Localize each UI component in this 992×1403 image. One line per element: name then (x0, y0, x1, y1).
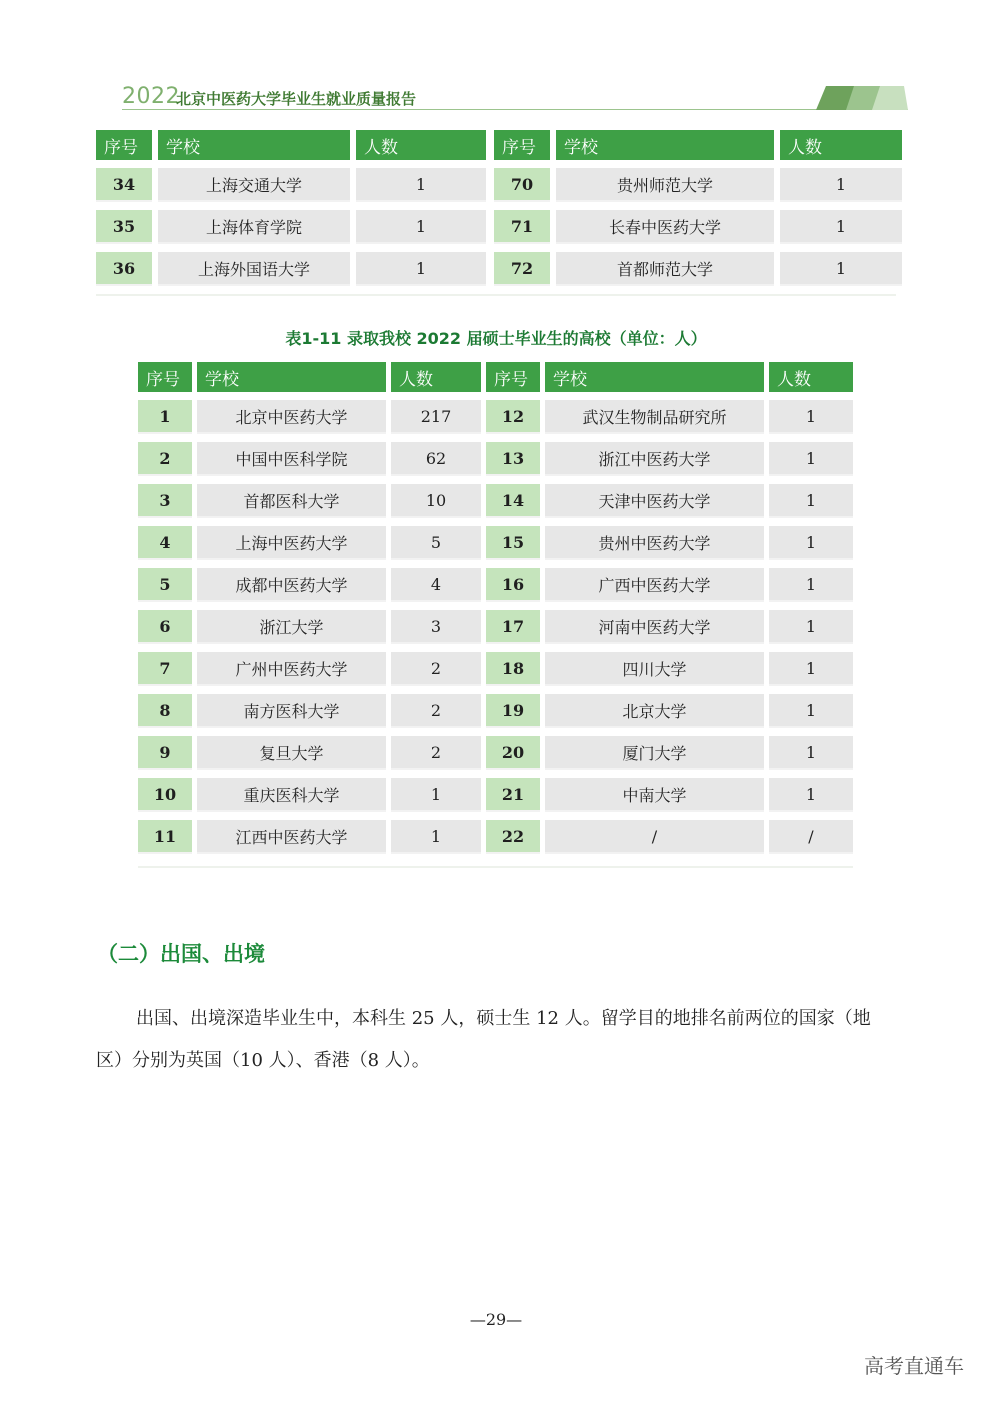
header-cell: 学校 (197, 362, 386, 392)
school-name: 广州中医药大学 (197, 652, 386, 686)
school-name: / (545, 820, 764, 854)
school-name: 贵州师范大学 (556, 168, 774, 202)
student-count: 1 (391, 778, 481, 812)
colleges-admitting-masters-table (138, 362, 853, 854)
student-count: 1 (356, 168, 486, 202)
student-count: 1 (769, 442, 853, 476)
student-count: 1 (780, 252, 902, 286)
school-name: 广西中医药大学 (545, 568, 764, 602)
row-number: 20 (486, 736, 540, 770)
table-row (138, 820, 853, 854)
student-count: 62 (391, 442, 481, 476)
student-count: 1 (391, 820, 481, 854)
school-name: 浙江大学 (197, 610, 386, 644)
table-row (138, 400, 853, 434)
student-count: 10 (391, 484, 481, 518)
school-name: 中国中医科学院 (197, 442, 386, 476)
row-number: 4 (138, 526, 192, 560)
row-number: 17 (486, 610, 540, 644)
school-name: 首都师范大学 (556, 252, 774, 286)
student-count: 1 (769, 400, 853, 434)
header-cell: 人数 (391, 362, 481, 392)
school-name: 首都医科大学 (197, 484, 386, 518)
header-cell: 序号 (486, 362, 540, 392)
school-name: 河南中医药大学 (545, 610, 764, 644)
school-name: 重庆医科大学 (197, 778, 386, 812)
student-count: 3 (391, 610, 481, 644)
student-count: 1 (769, 610, 853, 644)
student-count: 2 (391, 736, 481, 770)
student-count: 1 (769, 694, 853, 728)
school-name: 中南大学 (545, 778, 764, 812)
row-number: 10 (138, 778, 192, 812)
table-row (96, 168, 902, 202)
table-bottom-rule (96, 294, 896, 296)
school-name: 上海交通大学 (158, 168, 350, 202)
header-cell: 学校 (556, 130, 774, 160)
student-count: 1 (356, 210, 486, 244)
row-number: 16 (486, 568, 540, 602)
row-number: 9 (138, 736, 192, 770)
student-count: 1 (769, 778, 853, 812)
school-name: 天津中医药大学 (545, 484, 764, 518)
school-name: 北京大学 (545, 694, 764, 728)
student-count: 1 (769, 526, 853, 560)
school-name: 上海中医药大学 (197, 526, 386, 560)
student-count: 1 (769, 736, 853, 770)
table-row (138, 778, 853, 812)
table-header-row (138, 362, 853, 392)
header-decoration (816, 86, 908, 110)
row-number: 70 (494, 168, 550, 202)
student-count: 1 (780, 210, 902, 244)
row-number: 12 (486, 400, 540, 434)
page-header (96, 80, 908, 112)
section-paragraph: 出国、出境深造毕业生中，本科生 25 人，硕士生 12 人。留学目的地排名前两位的国家（地区）分别为英国（10 人）、香港（8 人）。 (96, 1008, 871, 1071)
table-bottom-rule (138, 866, 853, 868)
table-row (138, 610, 853, 644)
row-number: 36 (96, 252, 152, 286)
row-number: 21 (486, 778, 540, 812)
student-count: 1 (780, 168, 902, 202)
school-name: 复旦大学 (197, 736, 386, 770)
table-row (138, 694, 853, 728)
header-cell: 学校 (158, 130, 350, 160)
student-count: 2 (391, 694, 481, 728)
school-name: 四川大学 (545, 652, 764, 686)
student-count: 5 (391, 526, 481, 560)
header-cell: 序号 (138, 362, 192, 392)
header-cell: 人数 (769, 362, 853, 392)
row-number: 34 (96, 168, 152, 202)
header-cell: 学校 (545, 362, 764, 392)
student-count: 1 (769, 652, 853, 686)
header-cell: 人数 (356, 130, 486, 160)
table-row (138, 568, 853, 602)
student-count: 2 (391, 652, 481, 686)
row-number: 7 (138, 652, 192, 686)
school-name: 厦门大学 (545, 736, 764, 770)
student-count: 1 (769, 484, 853, 518)
table-row (138, 736, 853, 770)
student-count: 4 (391, 568, 481, 602)
row-number: 8 (138, 694, 192, 728)
school-name: 南方医科大学 (197, 694, 386, 728)
row-number: 11 (138, 820, 192, 854)
school-name: 长春中医药大学 (556, 210, 774, 244)
row-number: 13 (486, 442, 540, 476)
header-cell: 人数 (780, 130, 902, 160)
row-number: 5 (138, 568, 192, 602)
row-number: 72 (494, 252, 550, 286)
header-rule (122, 109, 908, 110)
school-name: 武汉生物制品研究所 (545, 400, 764, 434)
student-count: 1 (769, 568, 853, 602)
row-number: 19 (486, 694, 540, 728)
school-name: 成都中医药大学 (197, 568, 386, 602)
table-row (138, 484, 853, 518)
header-cell: 序号 (96, 130, 152, 160)
table-row (138, 526, 853, 560)
row-number: 1 (138, 400, 192, 434)
school-name: 上海体育学院 (158, 210, 350, 244)
row-number: 2 (138, 442, 192, 476)
table-row (138, 442, 853, 476)
row-number: 6 (138, 610, 192, 644)
table-header-row (96, 130, 902, 160)
student-count: / (769, 820, 853, 854)
school-name: 上海外国语大学 (158, 252, 350, 286)
colleges-table-continued (96, 130, 902, 286)
row-number: 15 (486, 526, 540, 560)
header-title: 北京中医药大学毕业生就业质量报告 (176, 90, 417, 108)
table-row (96, 210, 902, 244)
table-row (138, 652, 853, 686)
section-heading: （二）出国、出境 (97, 942, 265, 966)
school-name: 北京中医药大学 (197, 400, 386, 434)
school-name: 江西中医药大学 (197, 820, 386, 854)
header-cell: 序号 (494, 130, 550, 160)
school-name: 浙江中医药大学 (545, 442, 764, 476)
watermark: 高考直通车 (864, 1354, 964, 1378)
row-number: 18 (486, 652, 540, 686)
student-count: 217 (391, 400, 481, 434)
table-caption: 表1-11 录取我校 2022 届硕士毕业生的高校（单位：人） (285, 329, 707, 348)
row-number: 3 (138, 484, 192, 518)
header-year: 2022 (122, 84, 180, 109)
row-number: 71 (494, 210, 550, 244)
page-number: —29— (469, 1310, 523, 1329)
row-number: 35 (96, 210, 152, 244)
table-row (96, 252, 902, 286)
row-number: 22 (486, 820, 540, 854)
school-name: 贵州中医药大学 (545, 526, 764, 560)
row-number: 14 (486, 484, 540, 518)
student-count: 1 (356, 252, 486, 286)
